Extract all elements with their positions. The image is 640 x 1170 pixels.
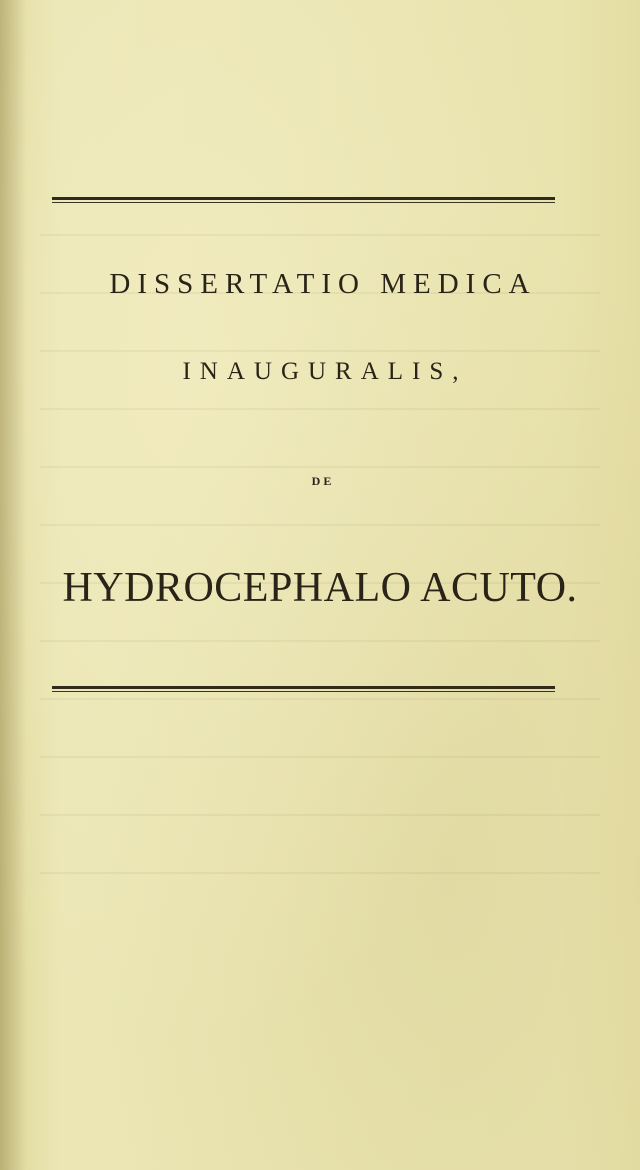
show-through-text [40,200,600,920]
title-line-de: DE [311,474,335,488]
title-line-inauguralis: INAUGURALIS, [182,358,468,385]
title-line-hydrocephalo-acuto: HYDROCEPHALO ACUTO. [62,565,578,611]
title-line-dissertatio-medica: DISSERTATIO MEDICA [109,268,537,300]
